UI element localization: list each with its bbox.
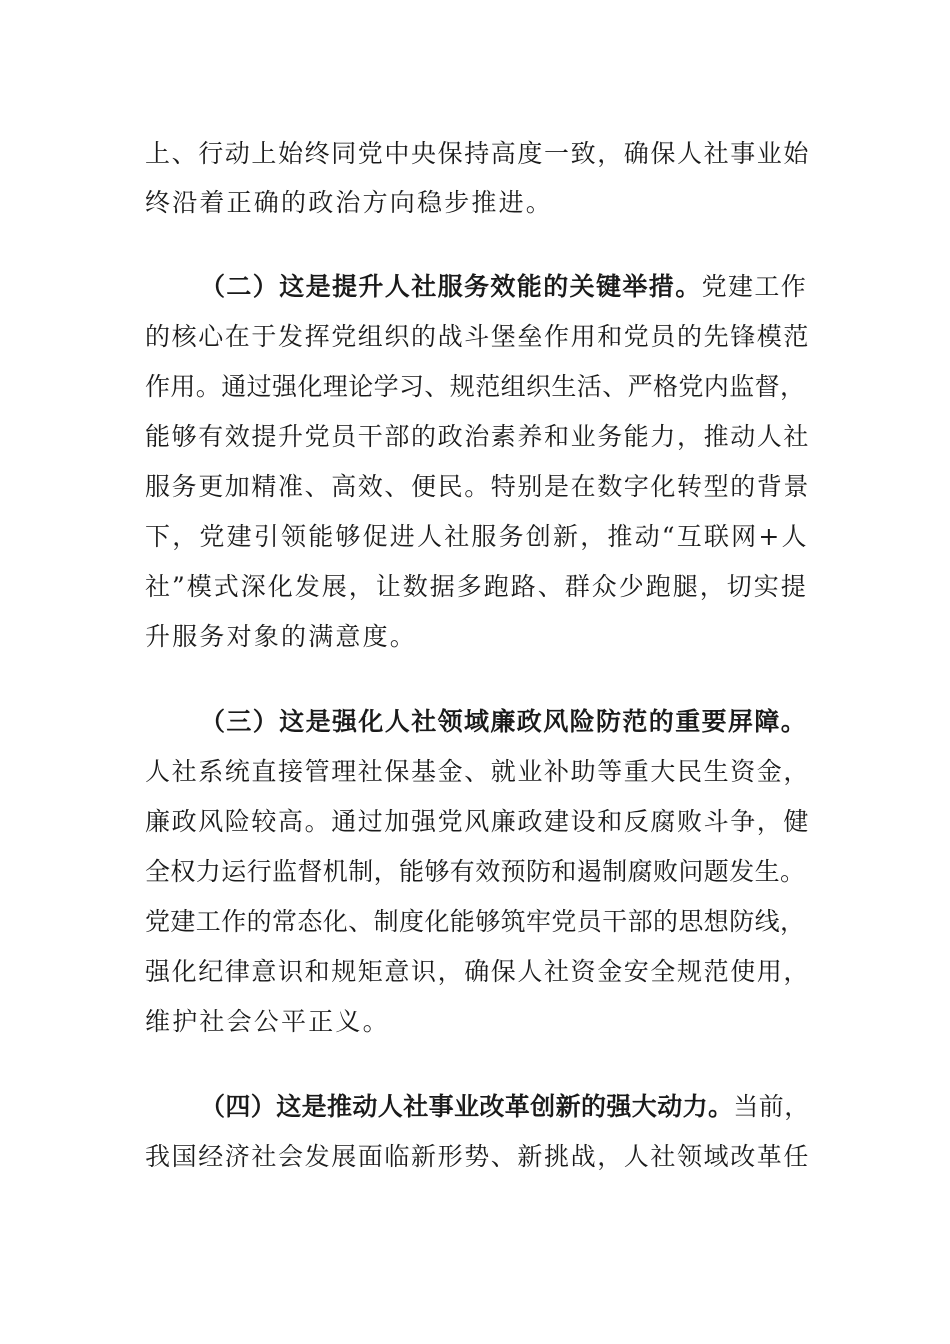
paragraph-line: 作用。通过强化理论学习、规范组织生活、严格党内监督，	[145, 372, 806, 401]
paragraph-line: 社”模式深化发展，让数据多跑路、群众少跑腿，切实提	[145, 572, 808, 601]
paragraph-line: 我国经济社会发展面临新形势、新挑战，人社领域改革任	[145, 1142, 811, 1171]
paragraph-line: 的核心在于发挥党组织的战斗堡垒作用和党员的先锋模范	[145, 322, 811, 351]
section-2-heading: （二）这是提升人社服务效能的关键举措。	[200, 272, 702, 301]
paragraph-line: 廉政风险较高。通过加强党风廉政建设和反腐败斗争，健	[145, 807, 811, 836]
section-2-heading-line	[200, 270, 810, 304]
paragraph-line: 能够有效提升党员干部的政治素养和业务能力，推动人社	[145, 422, 811, 451]
section-4-heading: （四）这是推动人社事业改革创新的强大动力。	[200, 1092, 734, 1121]
section-4-heading-tail: 当前，	[733, 1092, 810, 1121]
paragraph-line: 下，党建引领能够促进人社服务创新，推动“互联网+人	[145, 522, 809, 551]
paragraph-line: 党建工作的常态化、制度化能够筑牢党员干部的思想防线，	[145, 907, 806, 936]
paragraph-line: 强化纪律意识和规矩意识，确保人社资金安全规范使用，	[145, 957, 811, 986]
paragraph-line: 人社系统直接管理社保基金、就业补助等重大民生资金，	[145, 757, 811, 786]
paragraph-line: 服务更加精准、高效、便民。特别是在数字化转型的背景	[145, 472, 811, 501]
paragraph-line: 升服务对象的满意度。	[145, 622, 418, 651]
paragraph-line: 维护社会公平正义。	[145, 1007, 390, 1036]
paragraph-line: 终沿着正确的政治方向稳步推进。	[145, 188, 554, 217]
section-3-heading: （三）这是强化人社领域廉政风险防范的重要屏障。	[200, 707, 808, 736]
paragraph-line: 全权力运行监督机制，能够有效预防和遏制腐败问题发生。	[145, 857, 806, 886]
paragraph-line: 上、行动上始终同党中央保持高度一致，确保人社事业始	[145, 139, 811, 168]
section-2-heading-tail: 党建工作	[701, 272, 808, 301]
section-4-heading-line	[200, 1090, 810, 1124]
